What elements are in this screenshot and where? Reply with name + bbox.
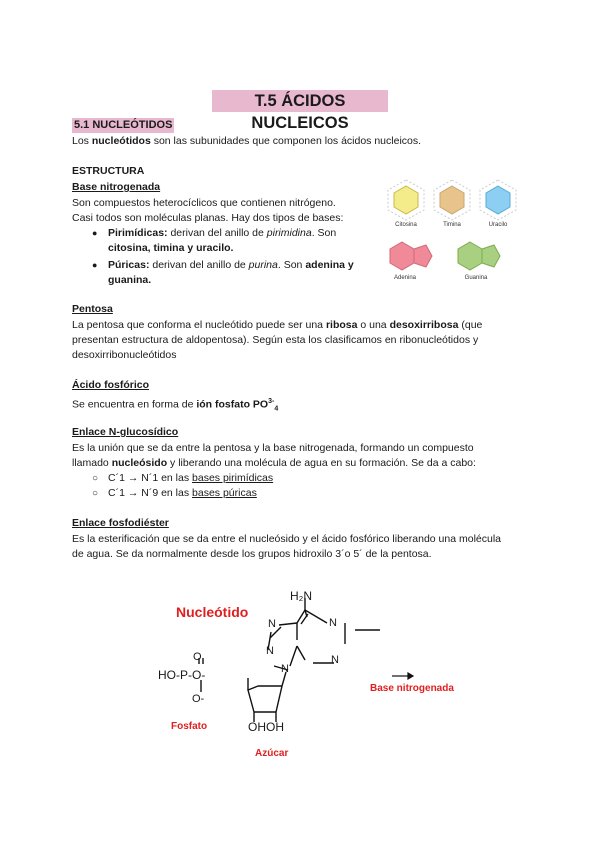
timina-hexagon <box>434 180 470 220</box>
pentosa-line1: La pentosa que conforma el nucleótido puede ser una ribosa o una desoxirribosa (que <box>72 319 483 331</box>
label-uracilo: Uracilo <box>488 222 508 228</box>
list-item-puricas-bond: ○ C´1 → N´9 en las bases púricas <box>92 487 257 499</box>
glucosidico-heading: Enlace N-glucosídico <box>72 426 179 438</box>
sugar-ring <box>248 672 286 722</box>
base-label: Base nitrogenada <box>370 683 454 694</box>
label-timina: Timina <box>443 222 461 228</box>
fosfodiester-line2: de agua. Se da normalmente desde los grupos hidroxilo 3´o 5´ de la pentosa. <box>72 548 432 560</box>
adenina-rings <box>390 242 432 270</box>
pentosa-line2: presentan estructura de aldopentosa). Según esta los clasificamos en ribonucleótidos y <box>72 334 479 346</box>
glucosidico-line1: Es la unión que se da entre la pentosa y la base nitrogenada, formando un compuesto <box>72 442 474 454</box>
nitrogen-bases-figure <box>386 176 536 286</box>
pentosa-line3: desoxirribonucleótidos <box>72 349 177 361</box>
list-item-puricas: ● Púricas: derivan del anillo de purina. Son adenina y <box>92 259 354 271</box>
fosforico-heading: Ácido fosfórico <box>72 379 150 391</box>
atom-n7: N <box>268 618 276 630</box>
diagram-title: Nucleótido <box>176 604 249 620</box>
list-item-pirimidicas: ● Pirimídicas: derivan del anillo de pirimidina. Son <box>92 227 337 239</box>
puricas-line2: guanina. <box>108 274 152 286</box>
glucosidico-line2: llamado nucleósido y liberando una molécula de agua en su formación. Se da a cabo: <box>72 457 476 469</box>
atom-n1: N <box>329 617 337 629</box>
phosphate-o-bottom: O- <box>192 693 205 705</box>
pirimidicas-line2: citosina, timina y uracilo. <box>108 242 234 254</box>
intro-text: Los nucleótidos son las subunidades que componen los ácidos nucleicos. <box>72 135 422 147</box>
sugar-label: Azúcar <box>255 748 289 759</box>
base-line2: Casi todos son moléculas planas. Hay dos tipos de bases: <box>72 212 344 224</box>
fosfodiester-line1: Es la esterificación que se da entre el nucleósido y el ácido fosfórico liberando una molécula <box>72 533 502 545</box>
fosfodiester-heading: Enlace fosfodiéster <box>72 517 169 529</box>
uracilo-hexagon <box>480 180 516 220</box>
phosphate-formula: HO-P-O- <box>158 668 206 682</box>
list-item-pirimidicas-bond: ○ C´1 → N´1 en las bases pirimídicas <box>92 472 274 484</box>
section-heading: 5.1 NUCLEÓTIDOS <box>74 119 173 131</box>
phosphate-label: Fosfato <box>171 721 208 732</box>
label-guanina: Guanina <box>464 275 488 281</box>
atom-n3: N <box>331 654 339 666</box>
atom-n-ring: N <box>266 645 274 657</box>
amino-group-label: H₂N <box>290 589 312 603</box>
sugar-hydroxyls: OHOH <box>248 720 284 734</box>
guanina-rings <box>458 242 500 270</box>
citosina-hexagon <box>388 180 424 220</box>
atom-n9: N <box>281 663 289 675</box>
fosforico-text: Se encuentra en forma de ión fosfato $PO^{3-}_4$ <box>72 398 279 413</box>
base-arrow <box>392 673 413 679</box>
base-line1: Son compuestos heterocíclicos que contienen nitrógeno. <box>72 197 336 209</box>
label-adenina: Adenina <box>393 275 417 281</box>
label-citosina: Citosina <box>395 222 417 228</box>
pentosa-heading: Pentosa <box>72 303 113 315</box>
estructura-heading: ESTRUCTURA <box>72 165 145 177</box>
purine-ring <box>268 598 380 670</box>
base-heading: Base nitrogenada <box>72 181 161 193</box>
page-title: T.5 ÁCIDOS NUCLEICOS <box>212 90 388 112</box>
phosphate-o-top: O <box>193 651 202 663</box>
